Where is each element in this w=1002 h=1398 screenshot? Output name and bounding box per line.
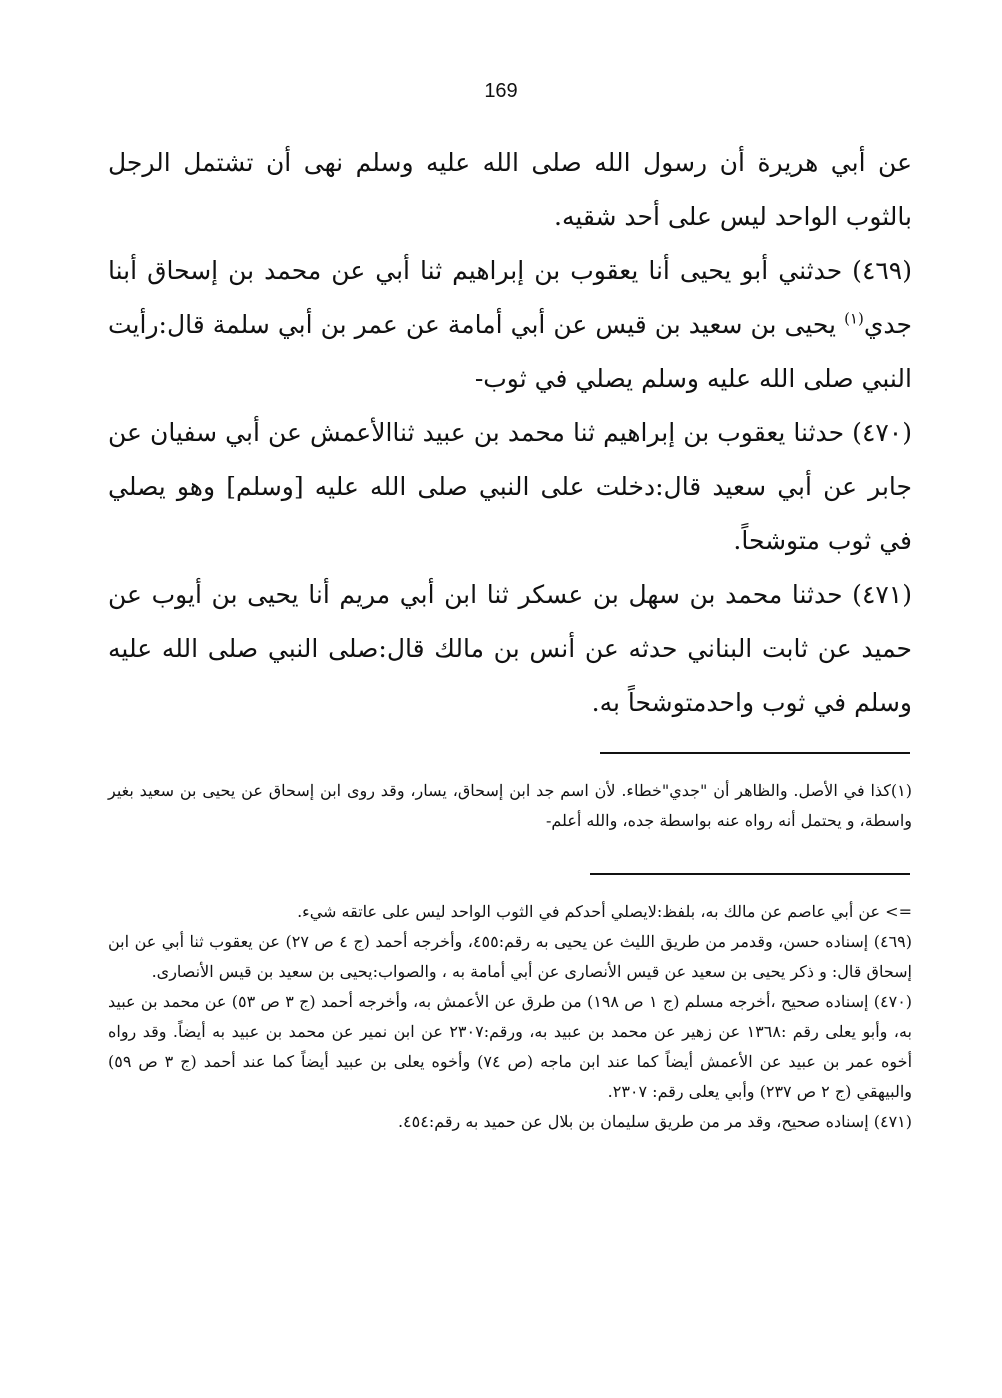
paragraph-hadith-470: (٤٧٠) حدثنا يعقوب بن إبراهيم ثنا محمد بن عبيد ثناالأعمش عن أبي سفيان عن جابر عن أبي سعيد قال:دخلت على النبي صلى الله عليه [وسلم] وهو يصلي في ثوب متوشحاً. [108, 418, 912, 555]
page-number: 169 [484, 80, 518, 102]
footnote-470: (٤٧٠) إسناده صحيح ،أخرجه مسلم (ج ١ ص ١٩٨) من طرق عن الأعمش به، وأخرجه أحمد (ج ٣ ص ٥٣) عن محمد بن عبيد به، وأبو يعلى رقم :١٣٦٨ عن زهير عن محمد بن عبيد به، ورقم:٢٣٠٧ عن ابن نمير عن محمد بن عبيد به أيضاً. وقد رواه أخوه عمر بن عبيد عن الأعمش أيضاً كما عند ابن ماجه (ص ٧٤) وأخوه يعلى بن عبيد أيضاً كما عند أحمد (ج ٣ ص ٥٩) والبيهقي (ج ٢ ص ٢٣٧) وأبي يعلى رقم: ٢٣٠٧. [108, 992, 913, 1101]
paragraph-hadith-471: (٤٧١) حدثنا محمد بن سهل بن عسكر ثنا ابن أبي مريم أنا يحيى بن أيوب عن حميد عن ثابت البناني حدثه عن أنس بن مالك قال:صلى النبي صلى الله عليه وسلم في ثوب واحدمتوشحاً به. [108, 580, 912, 717]
footnote-separator-1 [600, 752, 910, 754]
footnote-reference-1: (١) [844, 309, 864, 328]
footnote-1-text: (١)كذا في الأصل. والظاهر أن "جدي"خطاء. لأن اسم جد ابن إسحاق، يسار، وقد روى ابن إسحاق عن يحيى بن سعيد بغير واسطة، و يحتمل أنه رواه عنه بواسطة جده، والله أعلم- [108, 781, 912, 830]
hadith-469-text-start: (٤٦٩) حدثني أبو يحيى أنا يعقوب بن إبراهيم ثنا أبي عن محمد بن إسحاق أبنا جدي [108, 256, 912, 339]
paragraph-hadith-469 [108, 244, 912, 406]
footnote-469: (٤٦٩) إسناده حسن، وقدمر من طريق الليث عن يحيى به رقم:٤٥٥، وأخرجه أحمد (ج ٤ ص ٢٧) عن يعقوب ثنا أبي عن ابن إسحاق قال: و ذكر يحيى بن سعيد عن قيس الأنصارى عن أبي أمامة به ، والصواب:يحيى بن سعيد بن قيس الأنصارى. [108, 932, 913, 981]
main-text-block [108, 136, 912, 730]
hadith-469-text-end: يحيى بن سعيد بن قيس عن أبي أمامة عن عمر بن أبي سلمة قال:رأيت النبي صلى الله عليه وسلم يصلي في ثوب- [108, 310, 912, 393]
paragraph-hadith-intro: عن أبي هريرة أن رسول الله صلى الله عليه وسلم نهى أن تشتمل الرجل بالثوب الواحد ليس على أحد شقيه. [108, 148, 912, 231]
footnote-block-1 [108, 776, 912, 836]
footnote-471: (٤٧١) إسناده صحيح، وقد مر من طريق سليمان بن بلال عن حميد به رقم:٤٥٤. [397, 1112, 912, 1131]
footnote-continuation: => عن أبي عاصم عن مالك به، بلفظ:لايصلي أحدكم في الثوب الواحد ليس على عاتقه شيء. [297, 902, 912, 921]
footnote-block-2 [108, 897, 912, 1137]
footnote-separator-2 [590, 873, 910, 875]
